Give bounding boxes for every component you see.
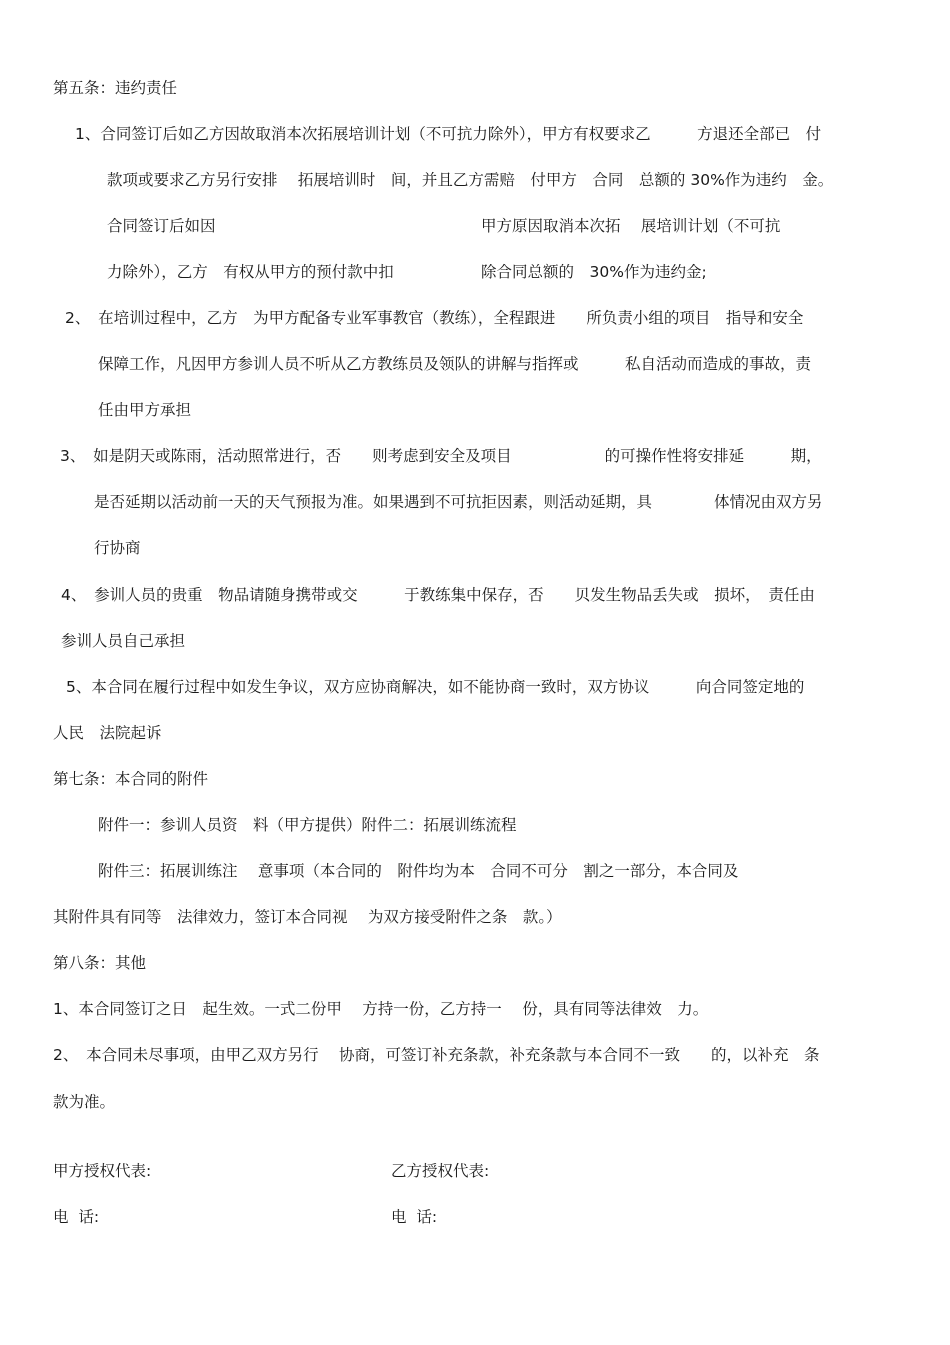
article5-item5-line2: 人民 法院起诉 [53, 724, 162, 742]
article5-item1-line3b: 甲方原因取消本次拓 展培训计划（不可抗 [481, 217, 781, 235]
party-a-rep-label: 甲方授权代表: [53, 1162, 152, 1180]
article5-item1-line3a: 合同签订后如因 [107, 217, 216, 235]
article5-item1-line2: 款项或要求乙方另行安排 拓展培训时 间，并且乙方需赔 付甲方 合同 总额的 30%作为违约 金。 [107, 171, 834, 189]
article5-item2-line1: 2、 在培训过程中，乙方 为甲方配备专业军事教官（教练），全程跟进 所负责小组的项目 指导和安全 [65, 309, 804, 327]
article5-item3-line1: 3、 如是阴天或陈雨，活动照常进行，否 则考虑到安全及项目 的可操作性将安排延 期， [60, 447, 822, 465]
party-b-phone-label: 电 话: [391, 1208, 438, 1226]
article8-item1: 1、本合同签订之日 起生效。一式二份甲 方持一份，乙方持一 份，具有同等法律效 力。 [53, 1000, 709, 1018]
article5-item5-line1: 5、本合同在履行过程中如发生争议，双方应协商解决，如不能协商一致时，双方协议 向合同签定地的 [66, 678, 805, 696]
party-a-phone-label: 电 话: [53, 1208, 100, 1226]
article5-item1-line4b: 除合同总额的 30%作为违约金; [481, 263, 707, 281]
article5-heading: 第五条：违约责任 [53, 79, 178, 97]
article5-item4-line2: 参训人员自己承担 [61, 632, 186, 650]
article5-item1-line4a: 力除外），乙方 有权从甲方的预付款中扣 [107, 263, 394, 281]
article5-item3-line3: 行协商 [94, 539, 141, 557]
article5-item2-line3: 任由甲方承担 [98, 401, 192, 419]
article7-line3: 其附件具有同等 法律效力，签订本合同视 为双方接受附件之条 款。） [53, 908, 562, 926]
article5-item1-line1: 1、合同签订后如乙方因故取消本次拓展培训计划（不可抗力除外），甲方有权要求乙 方退还全部已 付 [75, 125, 822, 143]
article8-item2-line2: 款为准。 [53, 1093, 116, 1111]
party-b-rep-label: 乙方授权代表: [391, 1162, 490, 1180]
article7-heading: 第七条：本合同的附件 [53, 770, 209, 788]
article7-line2: 附件三：拓展训练注 意事项（本合同的 附件均为本 合同不可分 割之一部分，本合同及 [98, 862, 739, 880]
article7-line1: 附件一：参训人员资 料（甲方提供）附件二：拓展训练流程 [98, 816, 517, 834]
article8-item2-line1: 2、 本合同未尽事项，由甲乙双方另行 协商，可签订补充条款，补充条款与本合同不一致 的，以补充 条 [53, 1046, 820, 1064]
article5-item3-line2: 是否延期以活动前一天的天气预报为准。如果遇到不可抗拒因素，则活动延期，具 体情况由双方另 [94, 493, 823, 511]
article5-item4-line1: 4、 参训人员的贵重 物品请随身携带或交 于教练集中保存，否 贝发生物品丢失或 损坏， 责任由 [61, 586, 815, 604]
article8-heading: 第八条：其他 [53, 954, 147, 972]
article5-item2-line2: 保障工作，凡因甲方参训人员不听从乙方教练员及领队的讲解与指挥或 私自活动而造成的事故，责 [98, 355, 812, 373]
